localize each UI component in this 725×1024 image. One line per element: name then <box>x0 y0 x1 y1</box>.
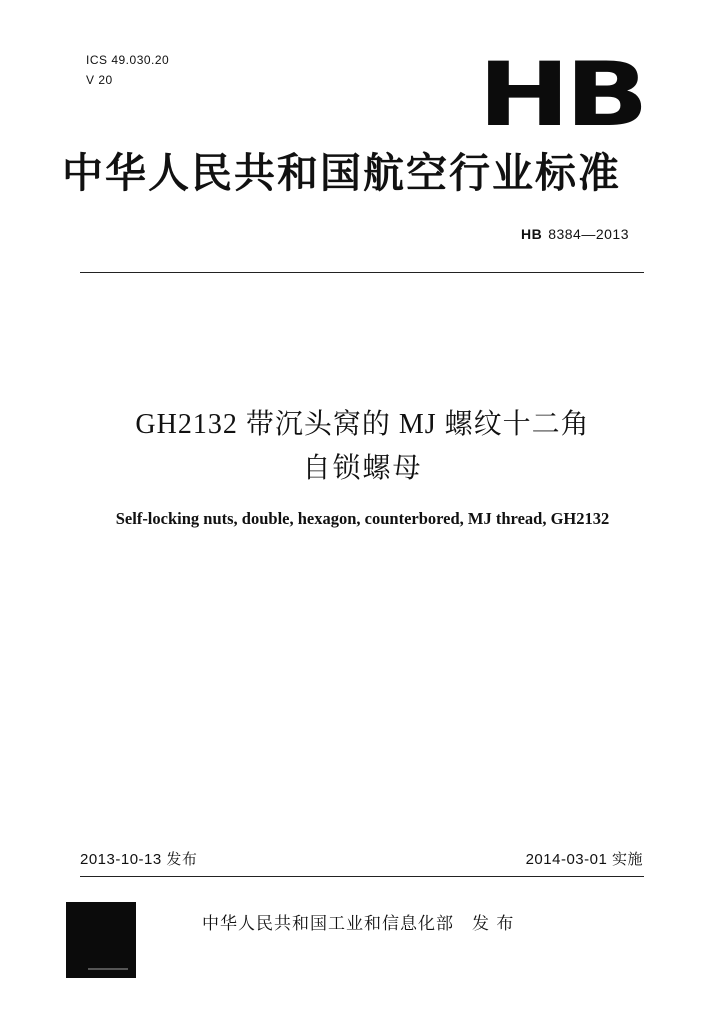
issue-label: 发 布 <box>472 914 515 934</box>
standard-number <box>521 226 629 242</box>
issuer-line <box>202 909 514 934</box>
barcode-sticker <box>66 902 136 978</box>
standard-code: HB <box>520 226 543 242</box>
top-divider <box>80 272 644 273</box>
issuer-name: 中华人民共和国工业和信息化部 <box>202 914 454 934</box>
ccs-code: V 20 <box>86 73 113 87</box>
barcode-mark <box>88 968 128 970</box>
document-title-cn-line2: 自锁螺母 <box>302 453 423 484</box>
bottom-divider <box>80 876 644 877</box>
implementation-date: 2014-03-01 实施 <box>525 851 643 868</box>
standard-number-value: 8384—2013 <box>548 226 629 242</box>
hb-logo: HB <box>478 43 644 146</box>
document-title-cn-line1: GH2132 带沉头窝的 MJ 螺纹十二角 <box>135 409 590 440</box>
ics-code: ICS 49.030.20 <box>86 53 170 67</box>
document-title-en: Self-locking nuts, double, hexagon, counterbored, MJ thread, GH2132 <box>115 509 610 528</box>
standard-title: 中华人民共和国航空行业标准 <box>62 149 621 197</box>
issue-date: 2013-10-13 发布 <box>80 851 198 868</box>
